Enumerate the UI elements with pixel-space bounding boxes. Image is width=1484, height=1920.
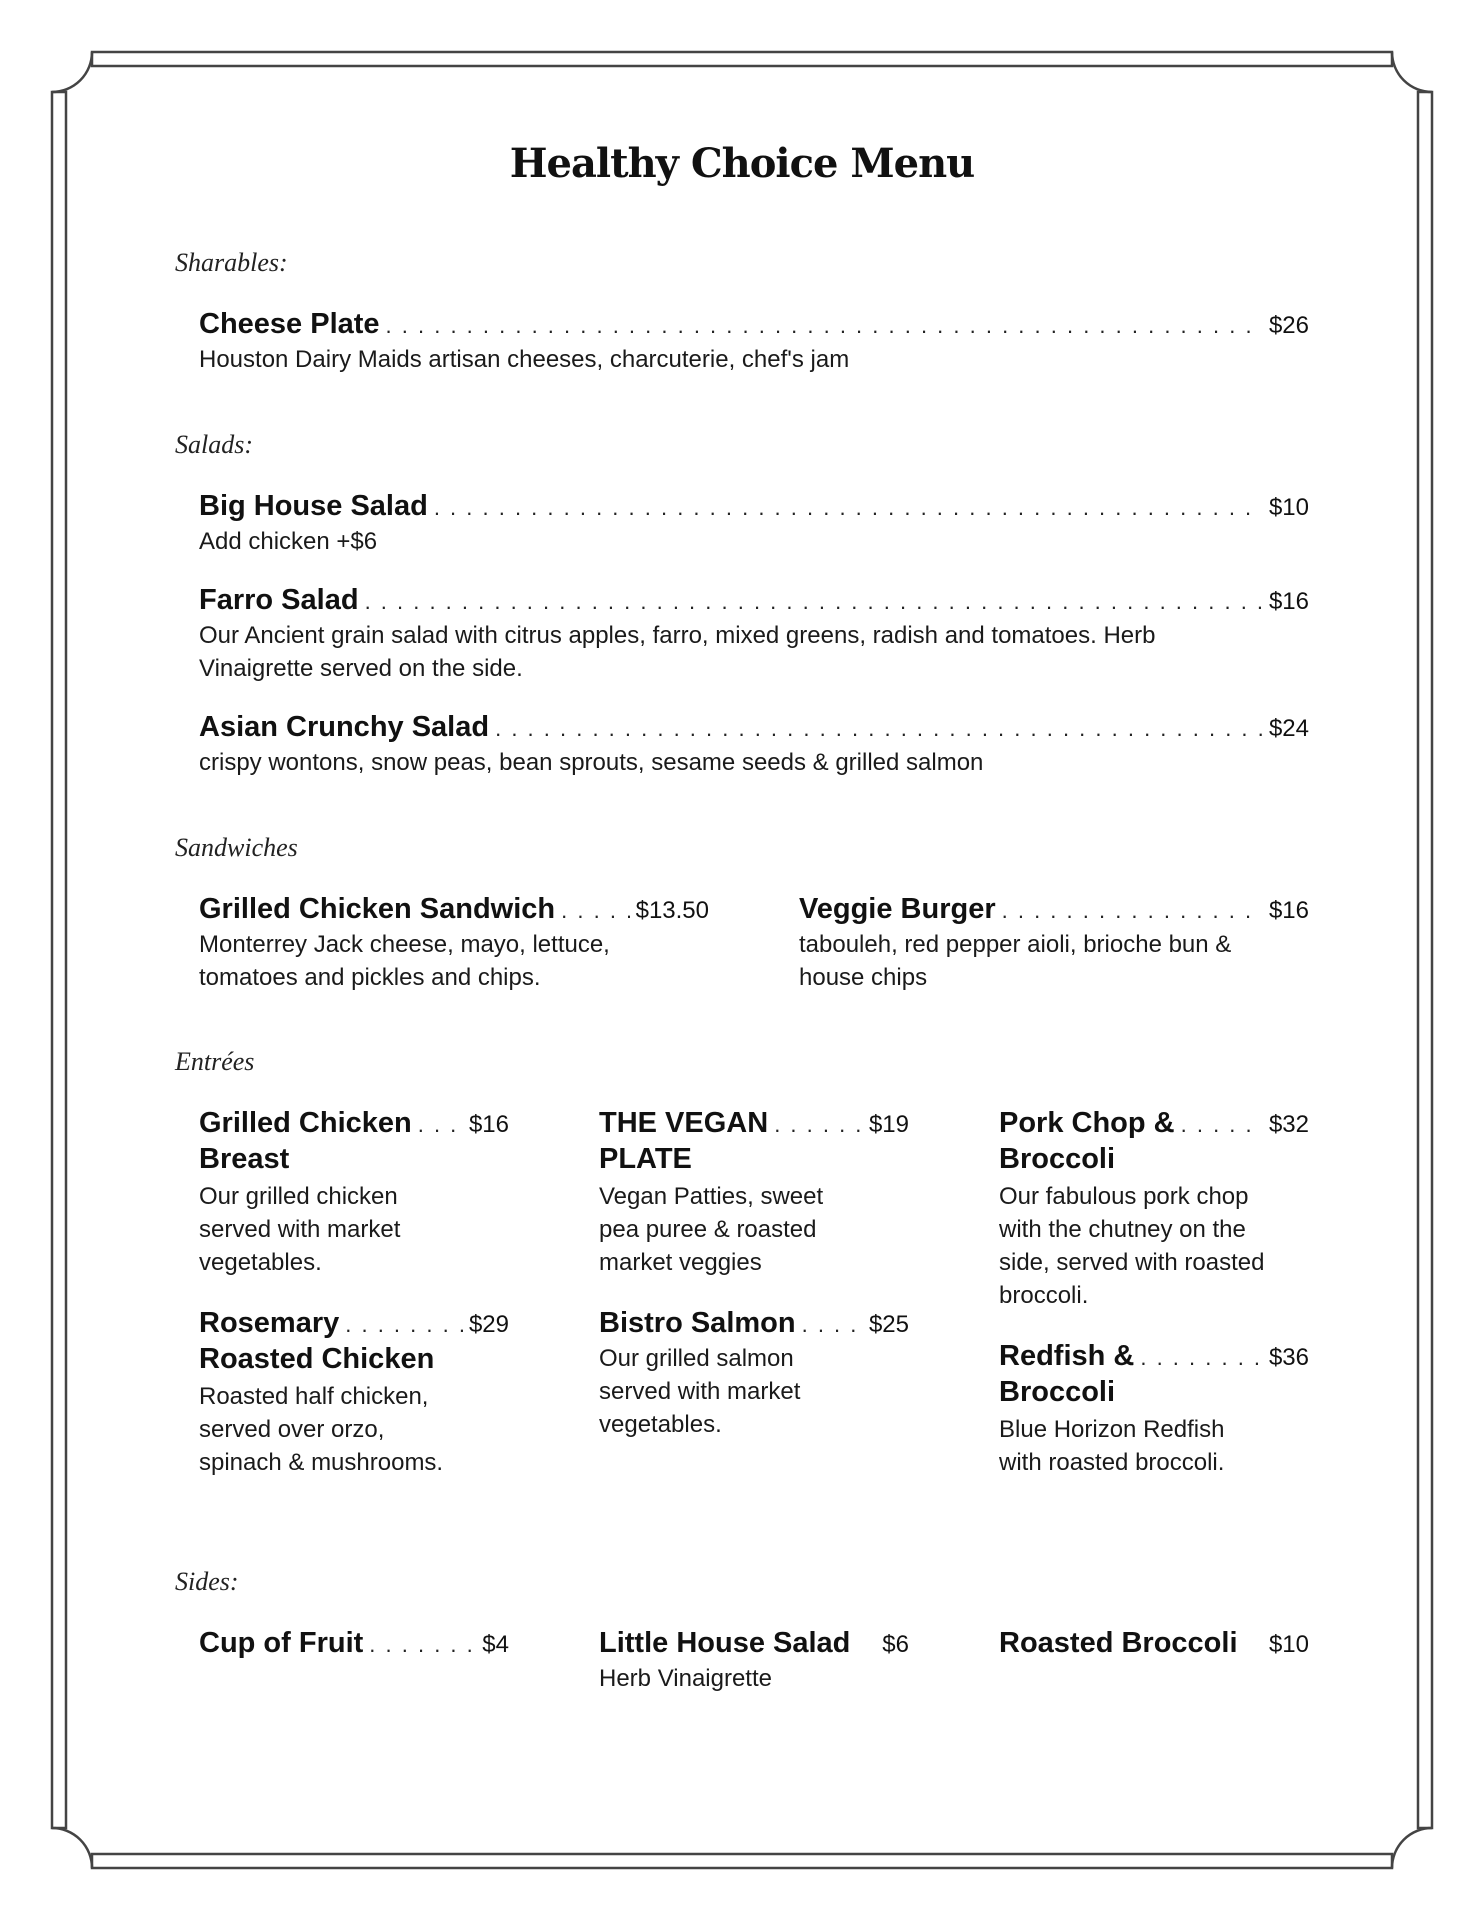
item-price: $13.50: [635, 897, 709, 924]
dot-leader: [561, 898, 629, 924]
item-price: $4: [482, 1631, 509, 1658]
menu-item-farro-salad: [199, 584, 1309, 685]
dot-leader: [1140, 1345, 1263, 1371]
dot-leader: [386, 313, 1263, 339]
menu-item-the-vegan-plate: [599, 1107, 909, 1279]
dot-leader: [365, 589, 1263, 615]
section-label-sandwiches: Sandwiches: [175, 833, 298, 862]
menu-item-pork-chop-broccoli: [999, 1107, 1309, 1312]
item-description: Monterrey Jack cheese, mayo, lettuce, tomatoes and pickles and chips.: [199, 931, 610, 991]
item-description: Our fabulous pork chop with the chutney on the side, served with roasted broccoli.: [999, 1183, 1265, 1309]
item-price: $16: [1268, 897, 1309, 924]
menu-item-bistro-salmon: [599, 1307, 909, 1441]
menu-item-grilled-chicken-sandwich: [199, 893, 709, 994]
item-description: Houston Dairy Maids artisan cheeses, charcuterie, chef's jam: [199, 346, 850, 373]
item-name-line1: THE VEGAN: [599, 1107, 769, 1139]
item-name-line2: PLATE: [599, 1143, 692, 1175]
menu-item-big-house-salad: [199, 490, 1309, 558]
item-price: $32: [1268, 1111, 1309, 1138]
dot-leader: [1181, 1112, 1263, 1138]
item-price: $25: [868, 1311, 909, 1338]
menu-item-redfish-broccoli: [999, 1340, 1309, 1479]
item-description: Add chicken +$6: [199, 528, 378, 555]
section-label-salads: Salads:: [175, 430, 253, 459]
item-price: $19: [868, 1111, 909, 1138]
item-name-line2: Breast: [199, 1143, 290, 1175]
item-name: Cheese Plate: [199, 308, 380, 340]
menu-item-cup-of-fruit: [199, 1627, 509, 1660]
dot-leader: [369, 1632, 476, 1658]
item-name-line1: Rosemary: [199, 1307, 340, 1339]
item-description: Our grilled salmon served with market vegetables.: [599, 1345, 801, 1438]
item-description: Herb Vinaigrette: [599, 1665, 772, 1692]
item-price: $24: [1268, 715, 1309, 742]
item-name: Farro Salad: [199, 584, 359, 616]
item-name-line2: Broccoli: [999, 1376, 1116, 1408]
item-price: $16: [1268, 588, 1309, 615]
menu-item-roasted-broccoli: [999, 1627, 1309, 1660]
menu-item-cheese-plate: [199, 308, 1309, 376]
item-price: $10: [1268, 494, 1309, 521]
menu-item-asian-crunchy-salad: [199, 711, 1309, 779]
item-description: Roasted half chicken, served over orzo, spinach & mushrooms.: [199, 1383, 444, 1476]
item-name: Veggie Burger: [799, 893, 996, 925]
item-name: Asian Crunchy Salad: [199, 711, 490, 743]
section-label-sides: Sides:: [175, 1567, 239, 1596]
dot-leader: [418, 1112, 463, 1138]
menu-item-little-house-salad: [599, 1627, 909, 1695]
item-name: Grilled Chicken Sandwich: [199, 893, 556, 925]
dot-leader: [1002, 898, 1263, 924]
section-label-entrees: Entrées: [175, 1047, 255, 1076]
item-price: $10: [1268, 1631, 1309, 1658]
menu-item-grilled-chicken-breast: [199, 1107, 509, 1279]
item-price: $6: [882, 1631, 909, 1658]
item-name-line1: Redfish &: [999, 1340, 1135, 1372]
item-description: Our Ancient grain salad with citrus apples, farro, mixed greens, radish and tomatoes. Herb Vinaigrette served on the side.: [199, 622, 1156, 682]
item-description: crispy wontons, snow peas, bean sprouts, sesame seeds & grilled salmon: [199, 749, 984, 776]
item-name-line2: Roasted Chicken: [199, 1343, 435, 1375]
dot-leader: [345, 1312, 463, 1338]
item-price: $16: [468, 1111, 509, 1138]
item-name: Big House Salad: [199, 490, 428, 522]
item-price: $26: [1268, 312, 1309, 339]
item-name-line1: Bistro Salmon: [599, 1307, 796, 1339]
dot-leader: [495, 716, 1263, 742]
menu-item-veggie-burger: [799, 893, 1309, 994]
item-description: tabouleh, red pepper aioli, brioche bun & house chips: [799, 931, 1232, 991]
menu-item-rosemary-roasted-chicken: [199, 1307, 509, 1479]
item-name: Little House Salad: [599, 1627, 851, 1659]
item-description: Vegan Patties, sweet pea puree & roasted market veggies: [599, 1183, 824, 1276]
dot-leader: [802, 1312, 863, 1338]
dot-leader: [434, 495, 1263, 521]
item-name: Roasted Broccoli: [999, 1627, 1238, 1659]
item-name-line1: Pork Chop &: [999, 1107, 1175, 1139]
item-name-line1: Grilled Chicken: [199, 1107, 412, 1139]
item-name-line2: Broccoli: [999, 1143, 1116, 1175]
item-description: Blue Horizon Redfish with roasted broccoli.: [999, 1416, 1225, 1476]
menu-title: Healthy Choice Menu: [509, 140, 975, 187]
item-description: Our grilled chicken served with market vegetables.: [199, 1183, 401, 1276]
item-price: $36: [1268, 1344, 1309, 1371]
item-price: $29: [468, 1311, 509, 1338]
item-name: Cup of Fruit: [199, 1627, 364, 1659]
dot-leader: [774, 1112, 863, 1138]
section-label-sharables: Sharables:: [175, 248, 288, 277]
